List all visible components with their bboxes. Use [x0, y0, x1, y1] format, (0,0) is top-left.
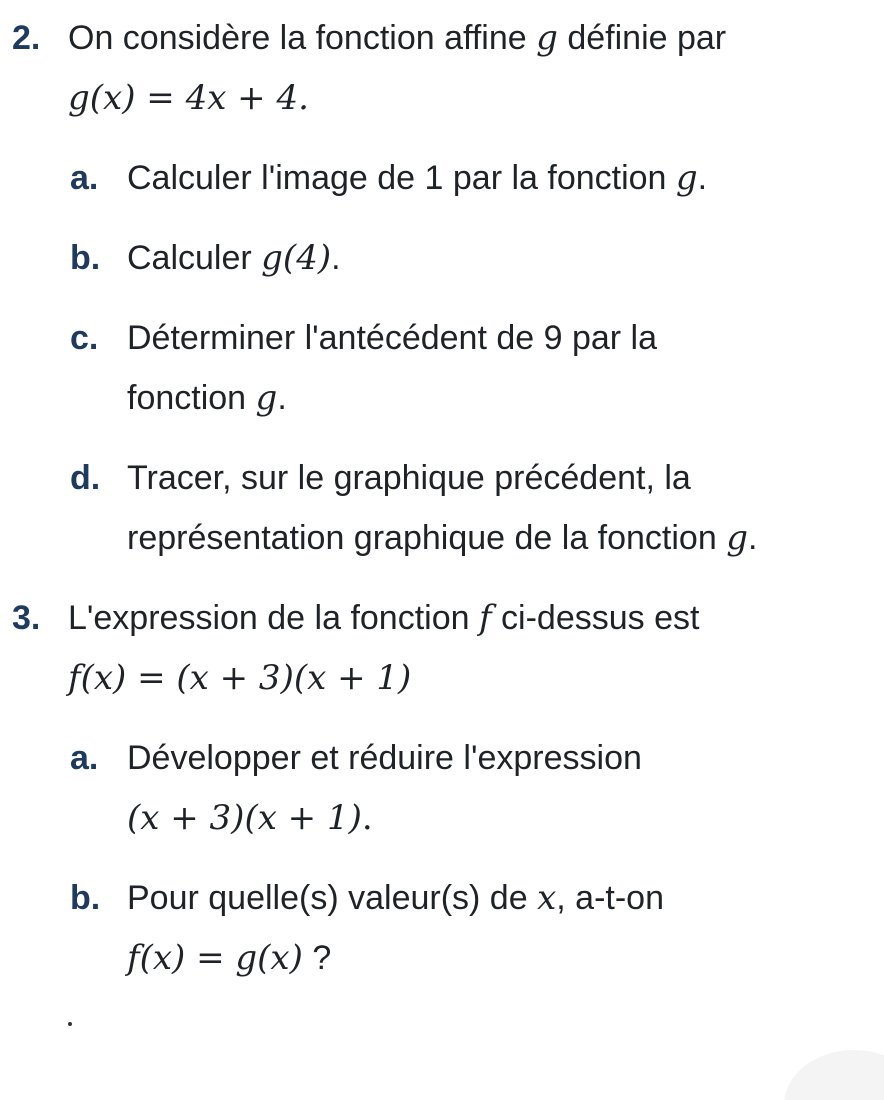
- item-2b-main: Calculer: [127, 239, 252, 277]
- item-3a-line1: Développer et réduire l'expression: [127, 739, 642, 777]
- item-2c-line2: [127, 378, 287, 418]
- item-2b-end: .: [331, 239, 341, 277]
- question-2-formula: [68, 78, 309, 118]
- item-2c-line1: Déterminer l'antécédent de 9 par la: [127, 319, 658, 357]
- question-3-number: 3.: [12, 599, 41, 637]
- item-2d-letter: d.: [70, 459, 101, 497]
- question-2-formula-text: g(x) = 4x + 4.: [68, 78, 309, 118]
- stray-dot: [68, 1022, 72, 1026]
- item-3b-math: [127, 938, 331, 978]
- item-2b-letter: b.: [70, 239, 101, 277]
- item-2b-math: g(4): [261, 238, 332, 278]
- item-3b-math-text: f(x) = g(x): [127, 938, 303, 978]
- item-3a-letter: a.: [70, 739, 99, 777]
- item-2a-letter: a.: [70, 159, 99, 197]
- item-3b-line1: [127, 878, 664, 918]
- question-2-intro: [68, 18, 726, 58]
- question-3-intro-text: L'expression de la fonction: [68, 599, 470, 637]
- item-2a-text: [127, 158, 707, 198]
- item-2c-end: .: [277, 379, 287, 417]
- question-2-number: 2.: [12, 19, 41, 57]
- item-2d-var: g: [726, 518, 748, 558]
- item-3a-end: .: [361, 798, 373, 838]
- question-3-formula: [68, 658, 411, 698]
- item-2a-main: Calculer l'image de 1 par la fonction: [127, 159, 667, 197]
- item-2c-letter: c.: [70, 319, 99, 357]
- item-3b-line1-end: , a-t-on: [556, 879, 664, 917]
- question-3-intro-var: f: [478, 598, 492, 638]
- item-3a-math: [127, 798, 373, 838]
- item-3b-var: x: [537, 878, 557, 918]
- item-3b-line1-text: Pour quelle(s) valeur(s) de: [127, 879, 528, 917]
- corner-shadow: [784, 1050, 884, 1100]
- question-3-intro-end: ci-dessus est: [501, 599, 700, 637]
- item-2d-line1: Tracer, sur le graphique précédent, la: [127, 459, 691, 497]
- item-2b-text: [127, 238, 341, 278]
- question-3-intro: [68, 598, 699, 638]
- question-2-intro-var: g: [536, 18, 558, 58]
- item-3b-letter: b.: [70, 879, 101, 917]
- question-2-intro-end: définie par: [567, 19, 727, 57]
- item-2d-line2: [127, 518, 757, 558]
- item-3a-math-text: (x + 3)(x + 1): [127, 798, 362, 838]
- item-2d-end: .: [747, 519, 758, 557]
- item-2c-line2-text: fonction: [127, 379, 247, 417]
- question-2-intro-text: On considère la fonction affine: [68, 19, 527, 57]
- item-2a-end: .: [697, 159, 708, 197]
- item-2a-var: g: [675, 158, 698, 198]
- item-3b-end: ?: [302, 939, 332, 977]
- question-3-formula-text: f(x) = (x + 3)(x + 1): [68, 658, 412, 698]
- item-2c-var: g: [255, 378, 278, 418]
- item-2d-line2-text: représentation graphique de la fonction: [127, 519, 717, 557]
